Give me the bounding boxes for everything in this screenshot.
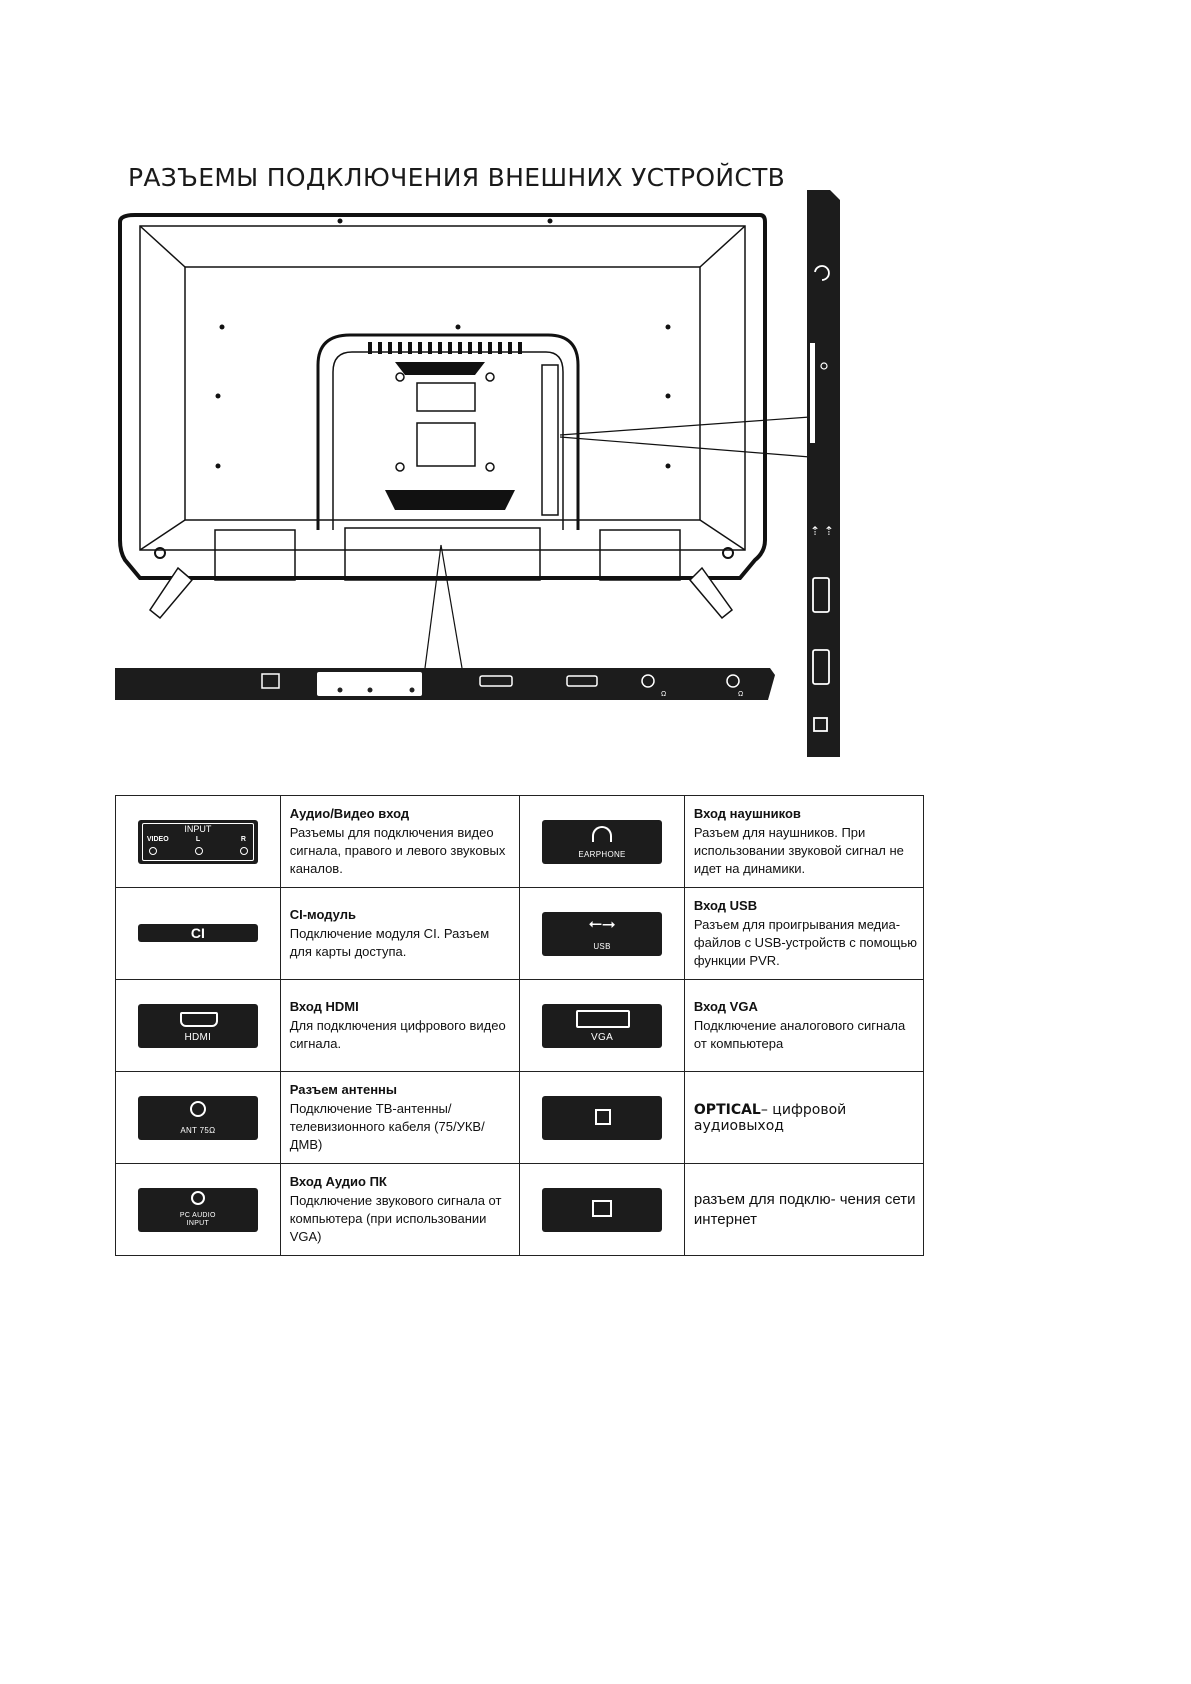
tv-back-diagram <box>0 0 1191 790</box>
optical-plate <box>542 1096 662 1140</box>
pc-audio-title: Вход Аудио ПК <box>289 1173 387 1189</box>
usb-plate <box>542 912 662 956</box>
pc-audio-jack-icon <box>191 1191 205 1205</box>
optical-text: – цифровой аудиовыход <box>693 1101 847 1134</box>
vga-icon <box>576 1010 630 1028</box>
vga-label: VGA <box>591 1031 614 1043</box>
ant-port-mark: Ω <box>661 691 667 698</box>
optical-description <box>694 1102 917 1134</box>
headphone-icon <box>592 826 612 842</box>
side-port-strip <box>807 190 840 757</box>
optical-icon <box>595 1109 611 1125</box>
optical-title: OPTICAL <box>693 1101 761 1118</box>
ci-plate <box>138 924 258 942</box>
ant-text: Подключение ТВ-антенны/ телевизионного кабеля (75/УКВ/ДМВ) <box>289 1100 485 1152</box>
pc-audio-plate <box>138 1188 258 1232</box>
hdmi-label: HDMI <box>184 1031 212 1043</box>
table-row <box>116 796 924 888</box>
earphone-label: EARPHONE <box>578 849 626 859</box>
table-row <box>116 1164 924 1256</box>
ci-title: CI-модуль <box>289 906 356 922</box>
page-title: РАЗЪЕМЫ ПОДКЛЮЧЕНИЯ ВНЕШНИХ УСТРОЙСТВ <box>128 162 786 192</box>
ant-plate <box>138 1096 258 1140</box>
earphone-plate <box>542 820 662 864</box>
r-jack-icon <box>240 847 248 855</box>
vga-plate <box>542 1004 662 1048</box>
hdmi-plate <box>138 1004 258 1048</box>
hdmi-icon <box>180 1012 218 1027</box>
video-jack-icon <box>149 847 157 855</box>
l-jack-icon <box>195 847 203 855</box>
av-r-label: R <box>240 835 246 843</box>
usb-label: USB <box>593 941 611 951</box>
ci-label: CI <box>190 925 205 942</box>
av-input-title: Аудио/Видео вход <box>289 805 410 821</box>
av-input-text: Разъемы для подключения видео сигнала, правого и левого звуковых каналов. <box>289 824 506 876</box>
earphone-title: Вход наушников <box>693 805 801 821</box>
usb-icon: ⭠⭢ <box>588 913 616 934</box>
ci-text: Подключение модуля CI. Разъем для карты доступа. <box>289 925 490 959</box>
pc-audio-text: Подключение звукового сигнала от компьютера (при использовании VGA) <box>289 1192 502 1244</box>
av-input-header: INPUT <box>184 823 212 834</box>
table-row <box>116 1072 924 1164</box>
av-l-label: L <box>195 835 201 843</box>
table-row <box>116 888 924 980</box>
earphone-text: Разъем для наушников. При использовании звуковой сигнал не идет на динамики. <box>693 824 904 876</box>
lan-text: разъем для подклю- чения сети интернет <box>693 1190 916 1228</box>
hdmi-text: Для подключения цифрового видео сигнала. <box>289 1017 506 1051</box>
lan-icon <box>592 1200 612 1217</box>
usb-title: Вход USB <box>693 897 758 913</box>
vga-text: Подключение аналогового сигнала от компьютера <box>693 1017 906 1051</box>
pc-audio-label: PC AUDIO INPUT <box>179 1211 216 1227</box>
av-video-label: VIDEO <box>146 835 169 843</box>
tv-rear-panel <box>120 215 810 668</box>
ci-slot <box>810 343 815 443</box>
vga-title: Вход VGA <box>693 998 758 1014</box>
av-input-plate <box>138 820 258 864</box>
connector-table <box>115 795 924 1256</box>
pc-audio-port-mark: Ω <box>738 691 744 698</box>
bottom-port-strip <box>115 668 775 700</box>
coax-icon <box>190 1101 206 1117</box>
usb-port-icon: ⇡ ⇡ <box>810 524 834 538</box>
lan-plate <box>542 1188 662 1232</box>
ant-title: Разъем антенны <box>289 1081 397 1097</box>
table-row <box>116 980 924 1072</box>
ant-label: ANT 75Ω <box>180 1125 216 1135</box>
hdmi-title: Вход HDMI <box>289 998 359 1014</box>
usb-text: Разъем для проигрывания медиа-файлов с USB-устройств с помощью функции PVR. <box>693 916 918 968</box>
